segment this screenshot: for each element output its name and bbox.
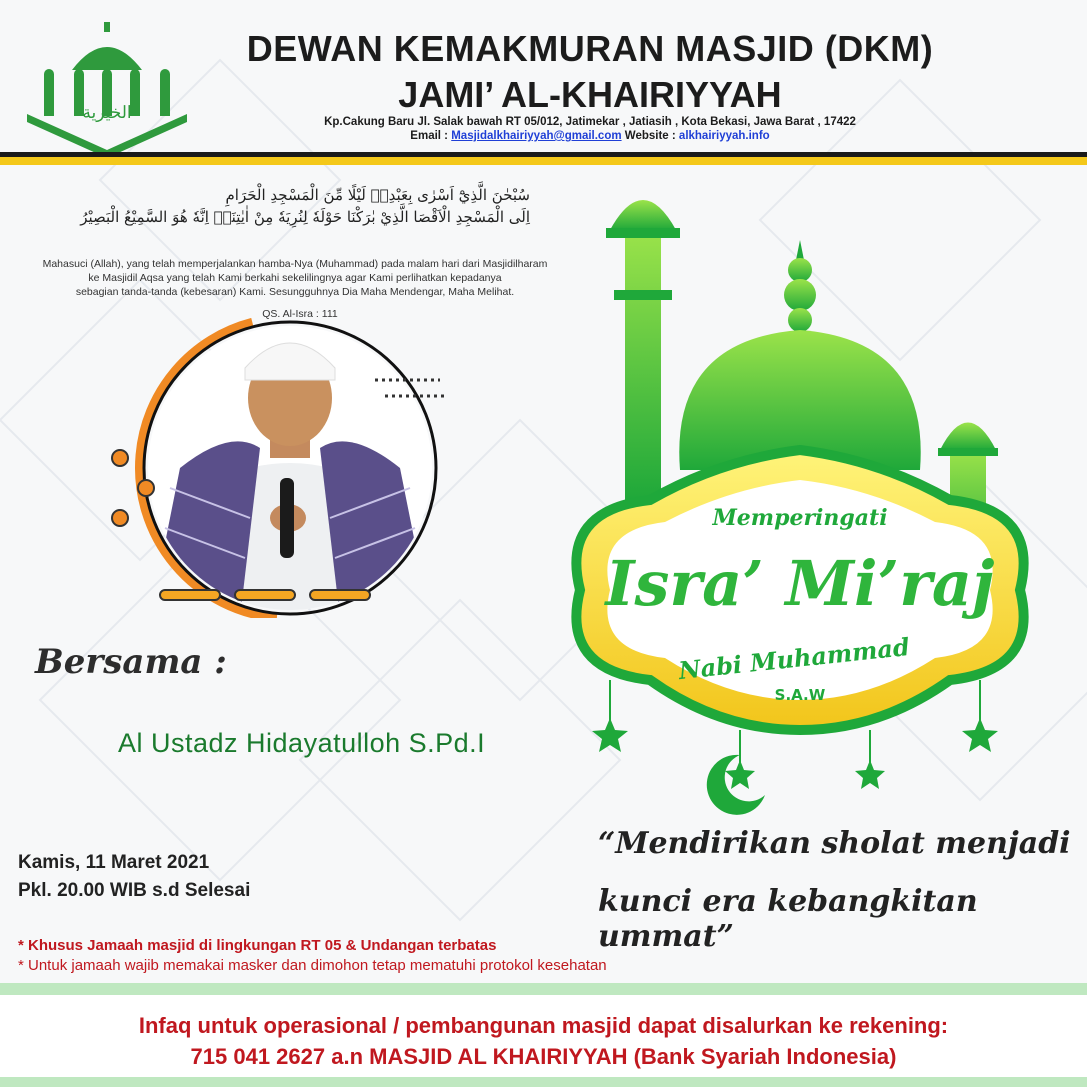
arabic-verse-line1: سُبْحٰنَ الَّذِيْٓ اَسْرٰى بِعَبْدِهٖ لَيْلًا مِّنَ الْمَسْجِدِ الْحَرَامِ	[225, 186, 530, 204]
donation-footer	[0, 983, 1087, 1087]
logo-text: الخيرية	[82, 103, 132, 123]
event-time: Pkl. 20.00 WIB s.d Selesai	[18, 880, 251, 901]
banner-title: Isra’ Mi’raj	[605, 547, 995, 620]
banner-subtitle: Memperingati	[712, 505, 888, 531]
mosque-logo	[22, 22, 192, 152]
verse-reference: QS. Al-Isra : 111	[262, 308, 338, 320]
speaker-photo	[110, 318, 450, 618]
email-label: Email :	[410, 130, 449, 142]
address: Kp.Cakung Baru Jl. Salak bawah RT 05/012, Jatimekar , Jatiasih , Kota Bekasi, Jawa Barat , 17422	[324, 116, 856, 128]
footer-border-top	[0, 983, 1087, 995]
contact-line	[230, 130, 950, 142]
attendance-note: * Khusus Jamaah masjid di lingkungan RT 05 & Undangan terbatas	[18, 937, 497, 954]
translation-line1: Mahasuci (Allah), yang telah memperjalankan hamba-Nya (Muhammad) pada malam hari dari Masjidilharam	[42, 258, 548, 270]
arabic-verse-line2: اِلَى الْمَسْجِدِ الْاَقْصَا الَّذِيْ بٰرَكْنَا حَوْلَهٗ لِنُرِيَهٗ مِنْ اٰيٰتِنَاۗ اِنَّهٗ هُوَ السَّمِيْعُ الْبَصِيْرُ	[80, 208, 530, 226]
quote-line1: “Mendirikan sholat menjadi	[598, 826, 1071, 861]
email-link[interactable]: Masjidalkhairiyyah@gmail.com	[451, 130, 622, 142]
translation-line3: sebagian tanda-tanda (kebesaran) Kami. Sesungguhnya Dia Maha Mendengar, Maha Melihat.	[75, 286, 515, 298]
isra-miraj-banner	[540, 170, 1080, 820]
speaker-name: Al Ustadz Hidayatulloh S.Pd.I	[118, 728, 486, 758]
banner-prophet: Nabi Muhammad	[677, 632, 911, 686]
donation-text: Infaq untuk operasional / pembangunan masjid dapat disalurkan ke rekening:	[138, 1013, 949, 1038]
with-label: Bersama :	[35, 642, 227, 682]
event-date: Kamis, 11 Maret 2021	[18, 852, 210, 873]
banner-saw: S.A.W	[774, 686, 826, 704]
bank-account: 715 041 2627 a.n MASJID AL KHAIRIYYAH (Bank Syariah Indonesia)	[190, 1044, 897, 1069]
footer-border-bottom	[0, 1077, 1087, 1087]
translation-line2: ke Masjidil Aqsa yang telah Kami berkahi sekelilingnya agar Kami perlihatkan kepadanya	[88, 272, 502, 284]
organization-title: DEWAN KEMAKMURAN MASJID (DKM)	[246, 28, 934, 69]
website-label: Website :	[624, 130, 676, 142]
health-protocol-note: * Untuk jamaah wajib memakai masker dan dimohon tetap mematuhi protokol kesehatan	[18, 957, 607, 974]
quote-line2: kunci era kebangkitan ummat”	[598, 884, 978, 954]
verse-translation	[10, 257, 580, 299]
website-link[interactable]: alkhairiyyah.info	[678, 130, 770, 142]
mosque-name: JAMI’ AL-KHAIRIYYAH	[398, 74, 782, 115]
header-divider-accent	[0, 157, 1087, 165]
